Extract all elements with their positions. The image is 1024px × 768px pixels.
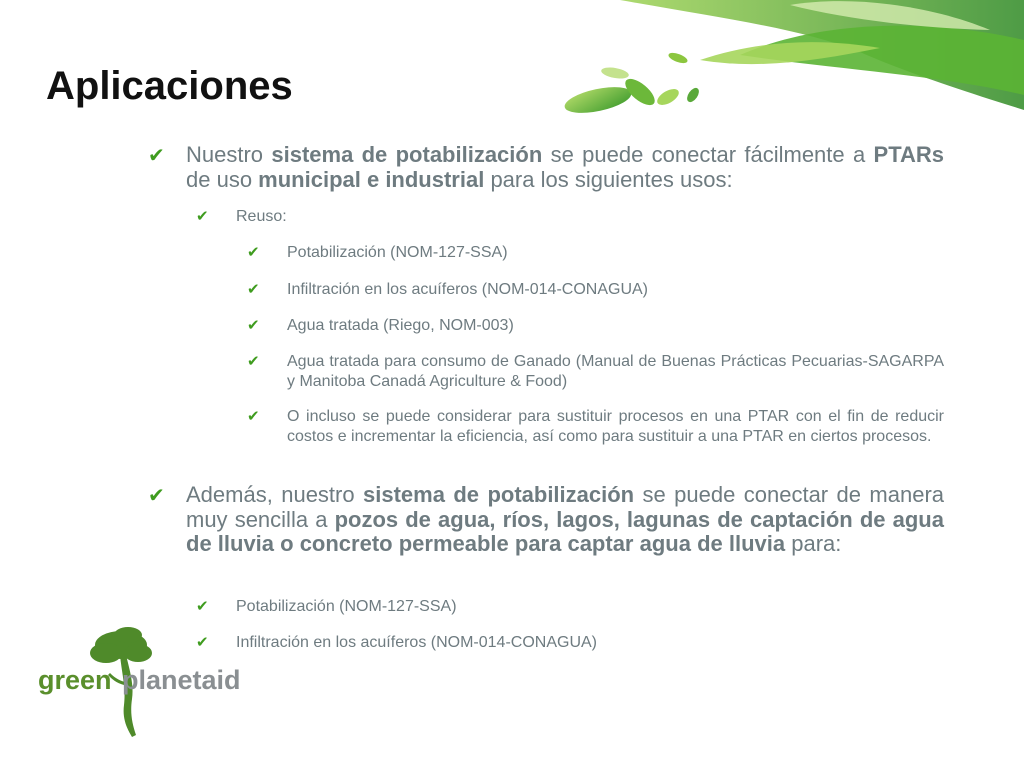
checkmark-icon: ✔ [247,316,260,334]
checkmark-icon: ✔ [247,280,260,298]
logo-word-green: green [38,665,112,695]
checkmark-icon: ✔ [247,407,260,425]
green-planetaid-logo [36,625,246,745]
reuse-item-4: ✔ Agua tratada para consumo de Ganado (Manual de Buenas Prácticas Pecuarias-SAGARPA y Manitoba Canadá Agriculture & Food) [247,352,944,390]
checkmark-icon: ✔ [247,243,260,261]
bullet-main-2 [148,482,945,557]
bullet-main-2-text: Además, nuestro sistema de potabilización se puede conectar de manera muy sencilla a pozos de agua, ríos, lagos, lagunas de captación de agua de lluvia o concreto permeable para captar agua de lluvia para: [186,482,945,556]
bullet-main-1-text: Nuestro sistema de potabilización se puede conectar fácilmente a PTARs de uso municipal e industrial para los siguientes usos: [186,142,945,192]
checkmark-icon: ✔ [148,483,165,507]
checkmark-icon: ✔ [247,352,260,370]
reuse-item-2: ✔ Infiltración en los acuíferos (NOM-014-CONAGUA) [247,280,648,298]
reuse-item-5: ✔ O incluso se puede considerar para sustituir procesos en una PTAR con el fin de reducir costos e incrementar la eficiencia, así como para sustituir a una PTAR en ciertos procesos. [247,407,944,445]
bullet-main-1 [148,142,945,192]
reuse-item-1: ✔ Potabilización (NOM-127-SSA) [247,243,508,261]
checkmark-icon: ✔ [196,597,209,615]
bullet-reuse-label: Reuso: [236,208,287,225]
checkmark-icon: ✔ [196,633,209,651]
reuse-item-3: ✔ Agua tratada (Riego, NOM-003) [247,316,514,334]
bullet2-item-2: ✔ Infiltración en los acuíferos (NOM-014-CONAGUA) [196,633,597,651]
bullet-reuse [196,207,944,227]
checkmark-icon: ✔ [196,207,209,225]
page-title: Aplicaciones [46,64,293,108]
checkmark-icon: ✔ [148,143,165,167]
bullet2-item-1: ✔ Potabilización (NOM-127-SSA) [196,597,457,615]
logo-word-planetaid: planetaid [122,665,241,695]
